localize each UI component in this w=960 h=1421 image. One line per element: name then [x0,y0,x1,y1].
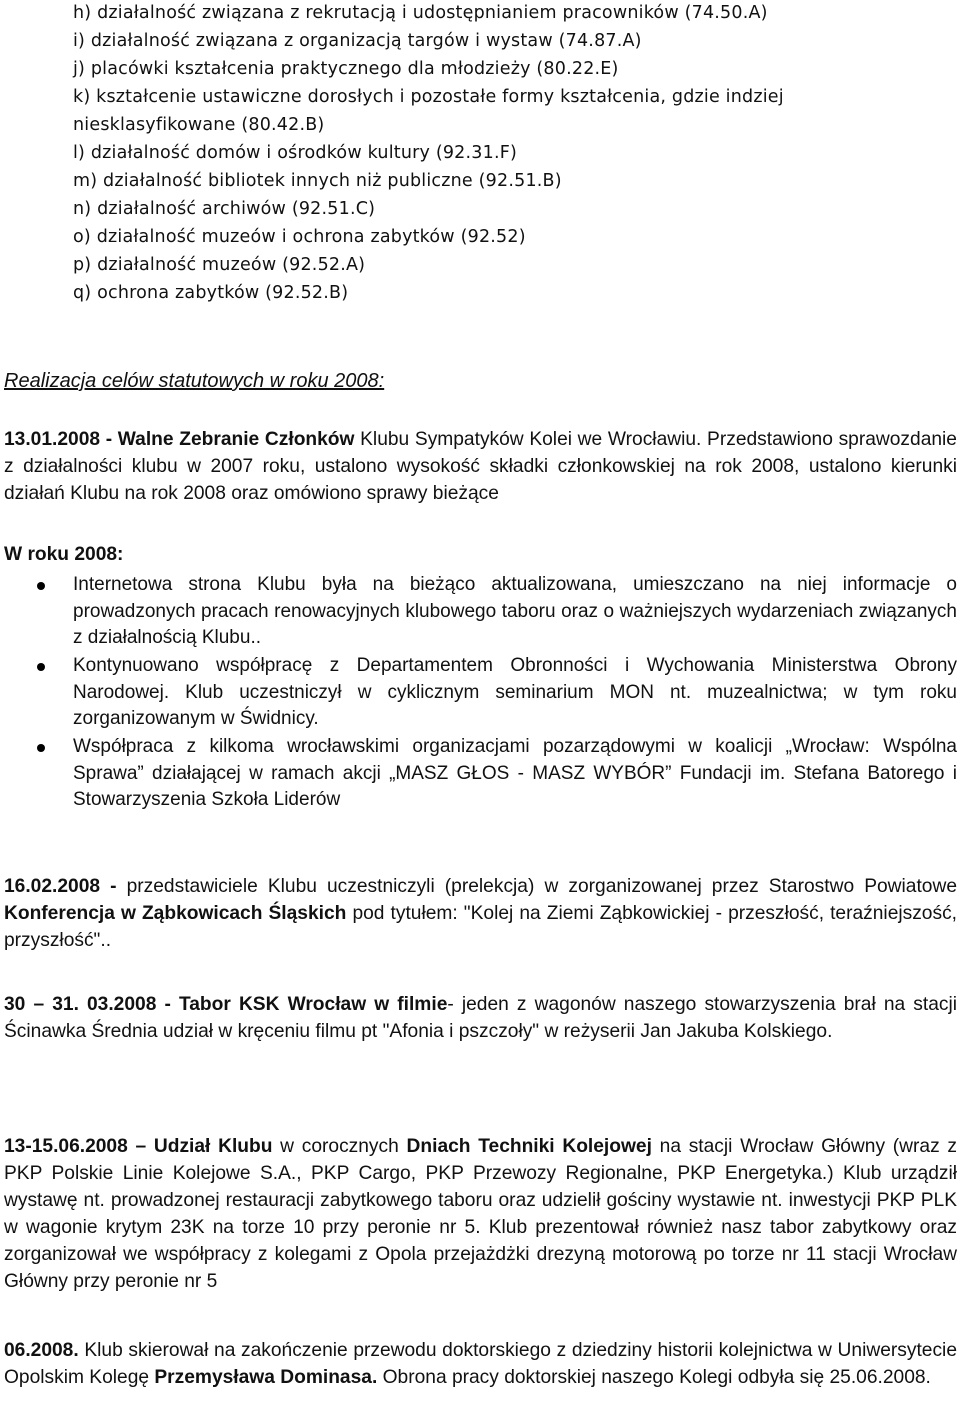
list-item: k) kształcenie ustawiczne dorosłych i pozostałe formy kształcenia, gdzie indziej [73,87,784,107]
paragraph-text: - jeden z wagonów naszego stowarzyszenia brał na stacji Ścinawka Średnia udział w kręceniu filmu pt "Afonia i pszczoły" w reżyserii Jan Jakuba Kolskiego. [4,994,957,1042]
list-item: q) ochrona zabytków (92.52.B) [73,283,349,303]
paragraph-dni-techniki [4,1133,957,1295]
bullet-icon [37,744,45,752]
bullet-item [73,734,957,814]
list-item: p) działalność muzeów (92.52.A) [73,255,366,275]
paragraph-text: pod tytułem: "Kolej na Ziemi Ząbkowickiej - przeszłość, teraźniejszość, przyszłość".. [4,903,957,951]
list-item: l) działalność domów i ośrodków kultury (92.31.F) [73,143,518,163]
paragraph-date: 16.02.2008 - [4,876,117,897]
paragraph-highlight: Przemysława Dominasa. [154,1367,378,1388]
bullet-text: Internetowa strona Klubu była na bieżąco aktualizowana, umieszczano na niej informacje o prowadzonych pracach renowacyjnych klubowego taboru oraz o ważniejszych wydarzeniach związanych z działalnością Klubu.. [73,574,957,648]
paragraph-doktorat [4,1337,957,1391]
bullet-item [73,653,957,733]
paragraph-text: w corocznych [272,1136,407,1157]
list-item: m) działalność bibliotek innych niż publiczne (92.51.B) [73,171,562,191]
bullet-item [73,572,957,652]
list-item: n) działalność archiwów (92.51.C) [73,199,376,219]
bullet-icon [37,582,45,590]
list-item: i) działalność związana z organizacją targów i wystaw (74.87.A) [73,31,642,51]
paragraph-date: 06.2008. [4,1340,79,1361]
paragraph-walne-zebranie [4,426,957,507]
paragraph-highlight: Konferencja w Ząbkowicach Śląskich [4,903,347,924]
paragraph-date: 13.01.2008 - Walne Zebranie Członków [4,429,355,450]
paragraph-text: Klubu Sympatyków Kolei we Wrocławiu. Przedstawiono sprawozdanie z działalności klubu w 2007 roku, ustalono wysokość składki członkowskiej na rok 2008, ustalono kierunki działań Klubu na rok 2008 oraz omówiono sprawy bieżące [4,429,957,504]
bullet-icon [37,663,45,671]
section-heading: Realizacja celów statutowych w roku 2008: [4,370,385,392]
paragraph-text: na stacji Wrocław Główny (wraz z PKP Polskie Linie Kolejowe S.A., PKP Cargo, PKP Przewozy Regionalne, PKP Energetyka.) Klub urządził wystawę nt. prowadzonej restauracji zabytkowego taboru oraz udzielił gościny wystawie nt. inwestycji PKP PLK w wagonie krytym 23K na torze 10 przy peronie nr 5. Klub prezentował również nasz tabor zabytkowy oraz zorganizował we współpracy z kolegami z Opola przejażdżki drezyną motorową po torze nr 11 stacji Wrocław Główny przy peronie nr 5 [4,1136,957,1292]
paragraph-highlight: Dniach Techniki Kolejowej [406,1136,652,1157]
paragraph-date: 13-15.06.2008 – Udział Klubu [4,1136,273,1157]
list-item-continuation: niesklasyfikowane (80.42.B) [73,115,325,135]
paragraph-konferencja [4,873,957,954]
list-item: o) działalność muzeów i ochrona zabytków (92.52) [73,227,526,247]
paragraph-date: 30 – 31. 03.2008 - Tabor KSK Wrocław w filmie [4,994,448,1015]
year-label: W roku 2008: [4,544,124,565]
list-item: j) placówki kształcenia praktycznego dla młodzieży (80.22.E) [73,59,619,79]
paragraph-tabor-film [4,991,957,1045]
paragraph-text: przedstawiciele Klubu uczestniczyli (prelekcja) w zorganizowanej przez Starostwo Powiatowe [116,876,957,897]
bullet-text: Współpraca z kilkoma wrocławskimi organizacjami pozarządowymi w koalicji „Wrocław: Wspólna Sprawa” działającej w ramach akcji „MASZ GŁOS - MASZ WYBÓR” Fundacji im. Stefana Batorego i Stowarzyszenia Szkoła Liderów [73,736,957,810]
paragraph-text: Klub skierował na zakończenie przewodu doktorskiego z dziedziny historii kolejnictwa w Uniwersytecie Opolskim Kolegę [4,1340,957,1388]
bullet-text: Kontynuowano współpracę z Departamentem Obronności i Wychowania Ministerstwa Obrony Narodowej. Klub uczestniczył w cyklicznym seminarium MON nt. muzealnictwa; w tym roku zorganizowanym w Świdnicy. [73,655,957,729]
list-item: h) działalność związana z rekrutacją i udostępnianiem pracowników (74.50.A) [73,3,768,23]
paragraph-text: Obrona pracy doktorskiej naszego Kolegi odbyła się 25.06.2008. [377,1367,931,1388]
